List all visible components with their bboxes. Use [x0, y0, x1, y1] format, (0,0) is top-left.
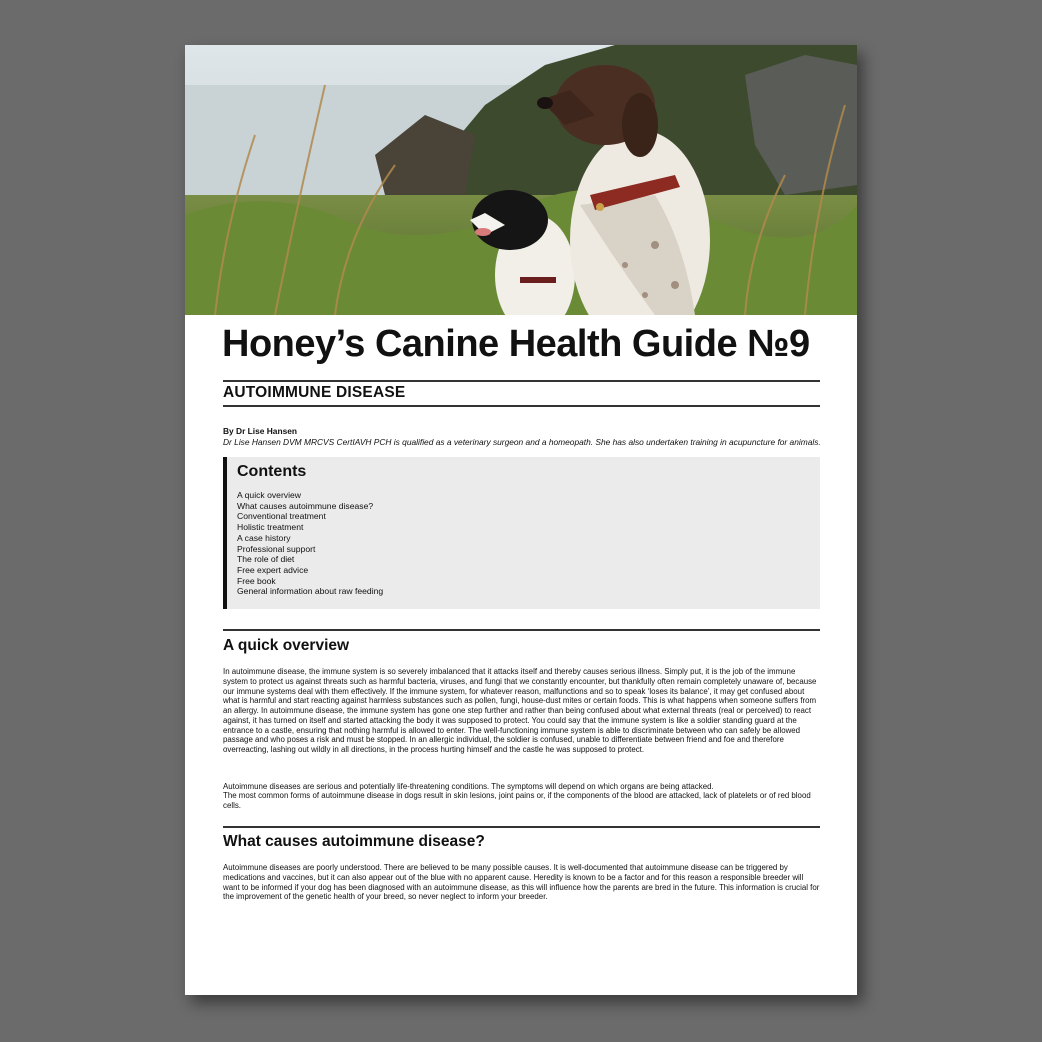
contents-item[interactable]: A quick overview: [237, 490, 302, 500]
document-title: Honey’s Canine Health Guide №9: [222, 323, 810, 365]
document-subtitle: AUTOIMMUNE DISEASE: [223, 384, 406, 401]
contents-list: [237, 490, 820, 597]
divider: [223, 380, 820, 382]
section-heading-causes: What causes autoimmune disease?: [223, 833, 485, 850]
section-body-overview-3: The most common forms of autoimmune disease in dogs result in skin lesions, joint pains or, if the components of the blood are attacked, lack of platelets or of red blood cells.: [223, 791, 811, 810]
divider: [223, 629, 820, 631]
contents-item[interactable]: Conventional treatment: [237, 511, 326, 522]
author-byline: [223, 426, 823, 448]
author-name: By Dr Lise Hansen: [223, 426, 298, 436]
contents-item[interactable]: General information about raw feeding: [237, 586, 384, 597]
contents-item[interactable]: Free expert advice: [237, 564, 309, 575]
divider: [223, 826, 820, 828]
section-body-causes: Autoimmune diseases are poorly understood. There are believed to be many possible causes. It is well-documented that autoimmune disease can be triggered by medications and vaccines, but it can also appear out of the blue with no apparent cause. Heredity is known to be a factor and for this reason a responsible breeder will want to be informed if your dog has been diagnosed with an autoimmune disease, as this will influence how the parents are bred in the future. This information is crucial for the improvement of the genetic health of your breed, so never neglect to inform your breeder.: [223, 863, 820, 902]
author-bio: Dr Lise Hansen DVM MRCVS CertIAVH PCH is qualified as a veterinary surgeon and a homeopath. She has also undertaken training in acupuncture for animals.: [223, 437, 821, 447]
hero-photo-dogs: [185, 45, 857, 315]
section-body-overview-2: Autoimmune diseases are serious and potentially life-threatening conditions. The symptoms will depend on which organs are being attacked.: [223, 782, 714, 791]
contents-item[interactable]: The role of diet: [237, 554, 295, 565]
contents-item[interactable]: Professional support: [237, 543, 316, 554]
contents-item[interactable]: Free book: [237, 575, 276, 586]
contents-box: [223, 457, 820, 609]
contents-item[interactable]: Holistic treatment: [237, 522, 304, 533]
section-body-overview: In autoimmune disease, the immune system is so severely imbalanced that it attacks itself and thereby causes serious illness. Simply put, it is the job of the immune system to protect us against threats such as harmful bacteria, viruses, and fungi that we constantly encounter, but thankfully often remain completely unaware of, because our immune systems deal with them effectively. If the immune system, for whatever reason, malfunctions and so to speak ‘loses its balance’, it may get confused about what is harmful and start reacting against harmless substances such as pollen, fungi, house-dust mites or certain foods. This is what happens when someone suffers from an allergy. In autoimmune disease, the immune system has gone one step further and rather than being confused about what external threats (real or perceived) to react against, it has turned on itself and started attacking the body it was supposed to protect. You could say that the immune system is like a soldier standing guard at the entrance to a castle, ensuring that nothing harmful is allowed to enter. The well-functioning immune system is able to discriminate between who can safely be allowed passage and who poses a risk and must be stopped. In an allergic individual, the soldier is confused, unable to differentiate between friend and foe and therefore overreacting, lashing out wildly in all directions, in the process hurting himself and the castle he was supposed to protect.: [223, 667, 817, 754]
document-page: [185, 45, 857, 995]
contents-heading: Contents: [237, 463, 307, 480]
contents-item[interactable]: What causes autoimmune disease?: [237, 500, 374, 511]
section-heading-overview: A quick overview: [223, 637, 350, 654]
contents-item[interactable]: A case history: [237, 532, 291, 543]
divider: [223, 405, 820, 407]
